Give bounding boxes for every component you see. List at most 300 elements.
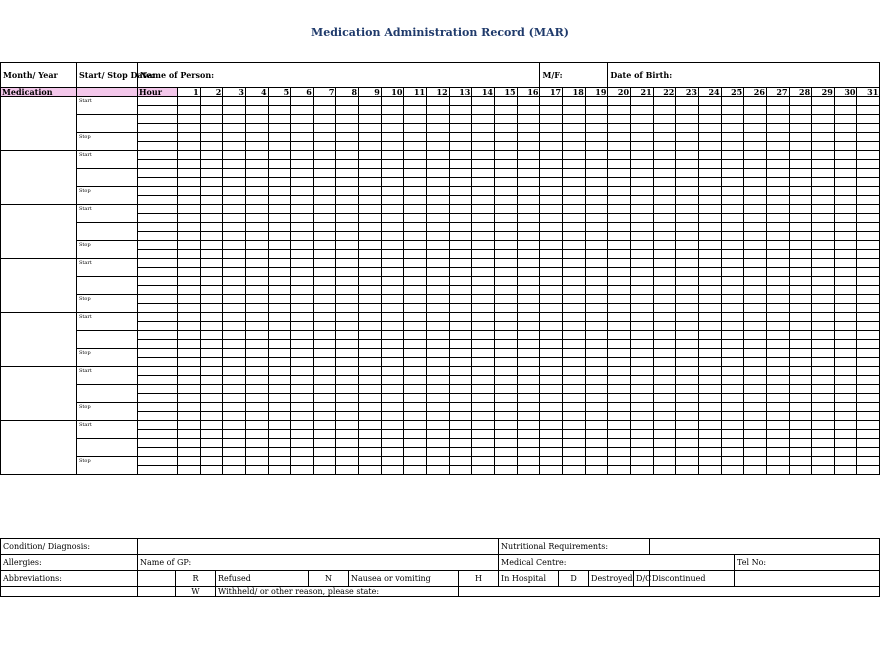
- dose-cell[interactable]: [834, 385, 857, 394]
- dose-cell[interactable]: [517, 295, 540, 304]
- dose-cell[interactable]: [789, 457, 812, 466]
- dose-cell[interactable]: [585, 187, 608, 196]
- dose-cell[interactable]: [178, 259, 201, 268]
- dose-cell[interactable]: [449, 448, 472, 457]
- dose-cell[interactable]: [359, 214, 382, 223]
- dose-cell[interactable]: [857, 142, 880, 151]
- dose-cell[interactable]: [721, 439, 744, 448]
- hour-cell[interactable]: [138, 97, 178, 106]
- dose-cell[interactable]: [857, 232, 880, 241]
- dose-cell[interactable]: [291, 358, 314, 367]
- dose-cell[interactable]: [223, 385, 246, 394]
- dose-cell[interactable]: [744, 277, 767, 286]
- dose-cell[interactable]: [427, 340, 450, 349]
- dose-cell[interactable]: [223, 187, 246, 196]
- dose-cell[interactable]: [721, 358, 744, 367]
- dose-cell[interactable]: [766, 277, 789, 286]
- dose-cell[interactable]: [563, 241, 586, 250]
- dose-cell[interactable]: [676, 439, 699, 448]
- hour-cell[interactable]: [138, 322, 178, 331]
- stop-label[interactable]: Stop: [77, 241, 138, 259]
- dose-cell[interactable]: [540, 295, 563, 304]
- dose-cell[interactable]: [268, 160, 291, 169]
- dose-cell[interactable]: [834, 412, 857, 421]
- dose-cell[interactable]: [427, 466, 450, 475]
- dose-cell[interactable]: [359, 421, 382, 430]
- dose-cell[interactable]: [744, 457, 767, 466]
- dose-cell[interactable]: [857, 448, 880, 457]
- dose-cell[interactable]: [245, 421, 268, 430]
- dose-cell[interactable]: [631, 187, 654, 196]
- dose-cell[interactable]: [404, 124, 427, 133]
- dose-cell[interactable]: [721, 151, 744, 160]
- dose-cell[interactable]: [178, 286, 201, 295]
- dose-cell[interactable]: [223, 178, 246, 187]
- dose-cell[interactable]: [494, 457, 517, 466]
- dose-cell[interactable]: [563, 322, 586, 331]
- dose-cell[interactable]: [336, 367, 359, 376]
- dose-cell[interactable]: [834, 457, 857, 466]
- dose-cell[interactable]: [517, 367, 540, 376]
- dose-cell[interactable]: [563, 115, 586, 124]
- dose-cell[interactable]: [449, 97, 472, 106]
- dose-cell[interactable]: [359, 187, 382, 196]
- dose-cell[interactable]: [698, 457, 721, 466]
- dose-cell[interactable]: [291, 241, 314, 250]
- dose-cell[interactable]: [494, 367, 517, 376]
- dose-cell[interactable]: [834, 421, 857, 430]
- dose-cell[interactable]: [676, 223, 699, 232]
- dose-cell[interactable]: [427, 187, 450, 196]
- dose-cell[interactable]: [245, 412, 268, 421]
- dose-cell[interactable]: [789, 286, 812, 295]
- dose-cell[interactable]: [857, 403, 880, 412]
- dose-cell[interactable]: [766, 322, 789, 331]
- dose-cell[interactable]: [404, 466, 427, 475]
- dose-cell[interactable]: [585, 367, 608, 376]
- dose-cell[interactable]: [585, 394, 608, 403]
- dose-cell[interactable]: [245, 313, 268, 322]
- dose-cell[interactable]: [631, 124, 654, 133]
- name-of-gp-label[interactable]: Name of GP:: [138, 555, 499, 571]
- dose-cell[interactable]: [472, 124, 495, 133]
- dose-cell[interactable]: [857, 412, 880, 421]
- dose-cell[interactable]: [494, 169, 517, 178]
- dose-cell[interactable]: [427, 160, 450, 169]
- start-stop-date-cell[interactable]: [77, 169, 138, 187]
- dose-cell[interactable]: [834, 331, 857, 340]
- dose-cell[interactable]: [291, 322, 314, 331]
- dose-cell[interactable]: [653, 277, 676, 286]
- dose-cell[interactable]: [268, 295, 291, 304]
- dose-cell[interactable]: [223, 268, 246, 277]
- dose-cell[interactable]: [653, 430, 676, 439]
- dose-cell[interactable]: [789, 187, 812, 196]
- dose-cell[interactable]: [789, 295, 812, 304]
- dose-cell[interactable]: [245, 322, 268, 331]
- dose-cell[interactable]: [812, 223, 835, 232]
- dose-cell[interactable]: [676, 169, 699, 178]
- start-stop-date-field[interactable]: Start/ Stop Date:: [77, 63, 138, 88]
- dose-cell[interactable]: [812, 241, 835, 250]
- dose-cell[interactable]: [698, 421, 721, 430]
- dose-cell[interactable]: [721, 403, 744, 412]
- dose-cell[interactable]: [608, 439, 631, 448]
- dose-cell[interactable]: [834, 223, 857, 232]
- dose-cell[interactable]: [517, 223, 540, 232]
- dose-cell[interactable]: [336, 430, 359, 439]
- dose-cell[interactable]: [245, 169, 268, 178]
- dose-cell[interactable]: [245, 106, 268, 115]
- hour-cell[interactable]: [138, 457, 178, 466]
- dose-cell[interactable]: [676, 286, 699, 295]
- dose-cell[interactable]: [676, 466, 699, 475]
- dose-cell[interactable]: [245, 214, 268, 223]
- dose-cell[interactable]: [313, 115, 336, 124]
- dose-cell[interactable]: [585, 448, 608, 457]
- dose-cell[interactable]: [585, 205, 608, 214]
- dose-cell[interactable]: [631, 160, 654, 169]
- dose-cell[interactable]: [494, 304, 517, 313]
- dose-cell[interactable]: [404, 439, 427, 448]
- dose-cell[interactable]: [336, 250, 359, 259]
- dose-cell[interactable]: [268, 304, 291, 313]
- dose-cell[interactable]: [472, 250, 495, 259]
- dose-cell[interactable]: [494, 268, 517, 277]
- dose-cell[interactable]: [766, 385, 789, 394]
- dose-cell[interactable]: [336, 295, 359, 304]
- dose-cell[interactable]: [766, 403, 789, 412]
- dose-cell[interactable]: [359, 403, 382, 412]
- dose-cell[interactable]: [653, 124, 676, 133]
- dose-cell[interactable]: [472, 358, 495, 367]
- dose-cell[interactable]: [449, 358, 472, 367]
- dose-cell[interactable]: [698, 385, 721, 394]
- dose-cell[interactable]: [676, 403, 699, 412]
- dose-cell[interactable]: [200, 241, 223, 250]
- dose-cell[interactable]: [744, 178, 767, 187]
- dose-cell[interactable]: [291, 115, 314, 124]
- dose-cell[interactable]: [608, 241, 631, 250]
- dose-cell[interactable]: [223, 286, 246, 295]
- dose-cell[interactable]: [404, 430, 427, 439]
- dose-cell[interactable]: [200, 376, 223, 385]
- dose-cell[interactable]: [200, 394, 223, 403]
- hour-cell[interactable]: [138, 295, 178, 304]
- dose-cell[interactable]: [472, 151, 495, 160]
- dose-cell[interactable]: [268, 178, 291, 187]
- dose-cell[interactable]: [178, 97, 201, 106]
- dose-cell[interactable]: [834, 124, 857, 133]
- dose-cell[interactable]: [200, 430, 223, 439]
- dose-cell[interactable]: [766, 421, 789, 430]
- dose-cell[interactable]: [494, 187, 517, 196]
- dose-cell[interactable]: [178, 169, 201, 178]
- dose-cell[interactable]: [676, 241, 699, 250]
- dose-cell[interactable]: [563, 421, 586, 430]
- dose-cell[interactable]: [676, 322, 699, 331]
- hour-cell[interactable]: [138, 430, 178, 439]
- dose-cell[interactable]: [676, 97, 699, 106]
- dose-cell[interactable]: [608, 151, 631, 160]
- dose-cell[interactable]: [200, 124, 223, 133]
- dose-cell[interactable]: [336, 142, 359, 151]
- dose-cell[interactable]: [291, 178, 314, 187]
- dose-cell[interactable]: [404, 160, 427, 169]
- dose-cell[interactable]: [676, 367, 699, 376]
- dose-cell[interactable]: [585, 268, 608, 277]
- dose-cell[interactable]: [789, 466, 812, 475]
- dose-cell[interactable]: [744, 151, 767, 160]
- dose-cell[interactable]: [178, 241, 201, 250]
- dose-cell[interactable]: [178, 448, 201, 457]
- dose-cell[interactable]: [857, 115, 880, 124]
- dose-cell[interactable]: [517, 205, 540, 214]
- dose-cell[interactable]: [834, 286, 857, 295]
- dose-cell[interactable]: [812, 214, 835, 223]
- dose-cell[interactable]: [563, 97, 586, 106]
- dose-cell[interactable]: [766, 259, 789, 268]
- dose-cell[interactable]: [313, 205, 336, 214]
- dose-cell[interactable]: [608, 412, 631, 421]
- dose-cell[interactable]: [698, 115, 721, 124]
- dose-cell[interactable]: [563, 223, 586, 232]
- dose-cell[interactable]: [517, 448, 540, 457]
- dose-cell[interactable]: [336, 115, 359, 124]
- dose-cell[interactable]: [449, 115, 472, 124]
- dose-cell[interactable]: [223, 394, 246, 403]
- dose-cell[interactable]: [744, 97, 767, 106]
- dose-cell[interactable]: [585, 439, 608, 448]
- dose-cell[interactable]: [359, 295, 382, 304]
- dose-cell[interactable]: [200, 322, 223, 331]
- dose-cell[interactable]: [268, 358, 291, 367]
- dose-cell[interactable]: [313, 313, 336, 322]
- dose-cell[interactable]: [698, 358, 721, 367]
- dose-cell[interactable]: [178, 340, 201, 349]
- dose-cell[interactable]: [381, 376, 404, 385]
- tel-no-label[interactable]: Tel No:: [735, 555, 880, 571]
- dose-cell[interactable]: [449, 376, 472, 385]
- dose-cell[interactable]: [178, 304, 201, 313]
- dose-cell[interactable]: [517, 124, 540, 133]
- hour-cell[interactable]: [138, 349, 178, 358]
- dose-cell[interactable]: [494, 322, 517, 331]
- dose-cell[interactable]: [766, 376, 789, 385]
- dose-cell[interactable]: [766, 430, 789, 439]
- dose-cell[interactable]: [381, 304, 404, 313]
- dose-cell[interactable]: [698, 466, 721, 475]
- dose-cell[interactable]: [721, 349, 744, 358]
- dose-cell[interactable]: [698, 322, 721, 331]
- dose-cell[interactable]: [857, 439, 880, 448]
- dose-cell[interactable]: [789, 178, 812, 187]
- dose-cell[interactable]: [178, 205, 201, 214]
- dose-cell[interactable]: [449, 205, 472, 214]
- dose-cell[interactable]: [381, 412, 404, 421]
- hour-cell[interactable]: [138, 205, 178, 214]
- hour-cell[interactable]: [138, 124, 178, 133]
- dose-cell[interactable]: [178, 106, 201, 115]
- dose-cell[interactable]: [336, 178, 359, 187]
- dose-cell[interactable]: [200, 178, 223, 187]
- dose-cell[interactable]: [404, 169, 427, 178]
- dose-cell[interactable]: [494, 115, 517, 124]
- dose-cell[interactable]: [585, 241, 608, 250]
- dose-cell[interactable]: [857, 178, 880, 187]
- dose-cell[interactable]: [223, 439, 246, 448]
- hour-cell[interactable]: [138, 385, 178, 394]
- hour-cell[interactable]: [138, 268, 178, 277]
- dose-cell[interactable]: [631, 457, 654, 466]
- dose-cell[interactable]: [563, 349, 586, 358]
- dose-cell[interactable]: [789, 430, 812, 439]
- dose-cell[interactable]: [404, 376, 427, 385]
- dose-cell[interactable]: [336, 376, 359, 385]
- dose-cell[interactable]: [472, 349, 495, 358]
- dose-cell[interactable]: [540, 124, 563, 133]
- dose-cell[interactable]: [245, 376, 268, 385]
- dose-cell[interactable]: [404, 412, 427, 421]
- dose-cell[interactable]: [472, 196, 495, 205]
- dose-cell[interactable]: [359, 385, 382, 394]
- dose-cell[interactable]: [517, 178, 540, 187]
- dose-cell[interactable]: [812, 385, 835, 394]
- dose-cell[interactable]: [585, 277, 608, 286]
- dose-cell[interactable]: [676, 259, 699, 268]
- dose-cell[interactable]: [381, 286, 404, 295]
- dose-cell[interactable]: [653, 367, 676, 376]
- dose-cell[interactable]: [291, 313, 314, 322]
- start-label[interactable]: Start: [77, 151, 138, 169]
- stop-label[interactable]: Stop: [77, 133, 138, 151]
- dose-cell[interactable]: [427, 367, 450, 376]
- dose-cell[interactable]: [494, 133, 517, 142]
- dose-cell[interactable]: [494, 439, 517, 448]
- dose-cell[interactable]: [178, 322, 201, 331]
- dose-cell[interactable]: [268, 385, 291, 394]
- dose-cell[interactable]: [427, 313, 450, 322]
- dose-cell[interactable]: [313, 358, 336, 367]
- dose-cell[interactable]: [698, 223, 721, 232]
- dose-cell[interactable]: [563, 196, 586, 205]
- start-label[interactable]: Start: [77, 421, 138, 439]
- dose-cell[interactable]: [404, 385, 427, 394]
- dose-cell[interactable]: [336, 403, 359, 412]
- dose-cell[interactable]: [381, 97, 404, 106]
- dose-cell[interactable]: [653, 457, 676, 466]
- dose-cell[interactable]: [857, 268, 880, 277]
- dose-cell[interactable]: [540, 160, 563, 169]
- dose-cell[interactable]: [336, 97, 359, 106]
- dose-cell[interactable]: [427, 295, 450, 304]
- dose-cell[interactable]: [631, 385, 654, 394]
- dose-cell[interactable]: [494, 241, 517, 250]
- dose-cell[interactable]: [653, 223, 676, 232]
- dose-cell[interactable]: [449, 232, 472, 241]
- dose-cell[interactable]: [766, 412, 789, 421]
- dose-cell[interactable]: [427, 286, 450, 295]
- dose-cell[interactable]: [721, 133, 744, 142]
- dose-cell[interactable]: [472, 412, 495, 421]
- dose-cell[interactable]: [245, 133, 268, 142]
- dose-cell[interactable]: [585, 457, 608, 466]
- dose-cell[interactable]: [631, 430, 654, 439]
- dose-cell[interactable]: [585, 403, 608, 412]
- dose-cell[interactable]: [721, 394, 744, 403]
- dose-cell[interactable]: [563, 259, 586, 268]
- dose-cell[interactable]: [563, 160, 586, 169]
- dose-cell[interactable]: [631, 232, 654, 241]
- dose-cell[interactable]: [585, 259, 608, 268]
- dose-cell[interactable]: [472, 439, 495, 448]
- dose-cell[interactable]: [404, 421, 427, 430]
- dose-cell[interactable]: [631, 403, 654, 412]
- dose-cell[interactable]: [631, 115, 654, 124]
- hour-cell[interactable]: [138, 439, 178, 448]
- dose-cell[interactable]: [766, 169, 789, 178]
- dose-cell[interactable]: [744, 142, 767, 151]
- dose-cell[interactable]: [313, 142, 336, 151]
- dose-cell[interactable]: [381, 151, 404, 160]
- dose-cell[interactable]: [494, 151, 517, 160]
- dose-cell[interactable]: [766, 268, 789, 277]
- dose-cell[interactable]: [517, 421, 540, 430]
- dose-cell[interactable]: [517, 439, 540, 448]
- dose-cell[interactable]: [698, 367, 721, 376]
- dose-cell[interactable]: [698, 259, 721, 268]
- dose-cell[interactable]: [676, 205, 699, 214]
- dose-cell[interactable]: [585, 97, 608, 106]
- dose-cell[interactable]: [834, 259, 857, 268]
- dose-cell[interactable]: [381, 133, 404, 142]
- dose-cell[interactable]: [540, 241, 563, 250]
- dose-cell[interactable]: [585, 169, 608, 178]
- dose-cell[interactable]: [178, 223, 201, 232]
- dose-cell[interactable]: [336, 133, 359, 142]
- dose-cell[interactable]: [676, 421, 699, 430]
- dose-cell[interactable]: [812, 286, 835, 295]
- dose-cell[interactable]: [404, 457, 427, 466]
- dose-cell[interactable]: [540, 394, 563, 403]
- dose-cell[interactable]: [381, 457, 404, 466]
- dose-cell[interactable]: [268, 349, 291, 358]
- dose-cell[interactable]: [359, 376, 382, 385]
- mf-field[interactable]: M/F:: [540, 63, 608, 88]
- dose-cell[interactable]: [653, 115, 676, 124]
- dose-cell[interactable]: [631, 394, 654, 403]
- dose-cell[interactable]: [381, 259, 404, 268]
- hour-cell[interactable]: [138, 106, 178, 115]
- dose-cell[interactable]: [427, 457, 450, 466]
- dose-cell[interactable]: [427, 142, 450, 151]
- dose-cell[interactable]: [834, 403, 857, 412]
- dose-cell[interactable]: [857, 223, 880, 232]
- dose-cell[interactable]: [766, 250, 789, 259]
- dose-cell[interactable]: [812, 232, 835, 241]
- dose-cell[interactable]: [698, 133, 721, 142]
- withheld-reason-field[interactable]: [459, 587, 880, 597]
- dose-cell[interactable]: [427, 430, 450, 439]
- dose-cell[interactable]: [200, 439, 223, 448]
- dose-cell[interactable]: [178, 430, 201, 439]
- dose-cell[interactable]: [200, 412, 223, 421]
- dose-cell[interactable]: [540, 268, 563, 277]
- dose-cell[interactable]: [631, 367, 654, 376]
- dose-cell[interactable]: [585, 430, 608, 439]
- dose-cell[interactable]: [653, 133, 676, 142]
- dose-cell[interactable]: [540, 250, 563, 259]
